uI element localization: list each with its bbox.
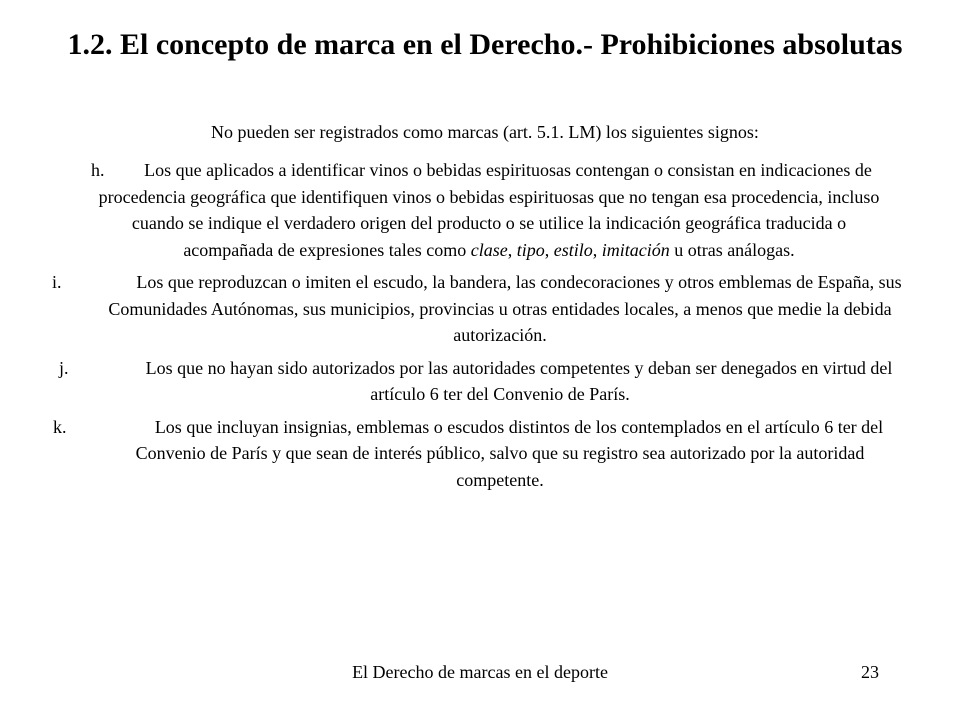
intro-text: No pueden ser registrados como marcas (art. 5.1. LM) los siguientes signos:	[211, 122, 759, 142]
list-item-k-text	[117, 417, 883, 490]
list-marker-j: j.	[59, 357, 69, 378]
list-marker-i: i.	[52, 272, 62, 292]
list-marker-k: k.	[53, 416, 67, 437]
item-h-segment-estilo: estilo	[553, 239, 593, 260]
slide-title: 1.2. El concepto de marca en el Derecho.- Prohibiciones absolutas	[67, 28, 903, 61]
list-item-h-text	[99, 160, 880, 260]
list-item-i-text	[98, 272, 901, 345]
page-number: 23	[861, 662, 879, 682]
item-i-body: Los que reproduzcan o imiten el escudo, la bandera, las condecoraciones y otros emblemas de España, sus Comunidades Autónomas, sus municipios, provincias u otras entidades locales, a menos que medie la debida autorización.	[108, 272, 902, 345]
prohibitions-list	[40, 157, 920, 499]
list-item-k	[40, 414, 920, 494]
list-item-j-text	[108, 358, 893, 405]
list-marker-h: h.	[91, 160, 105, 180]
list-item-i	[40, 269, 920, 349]
footer-title: El Derecho de marcas en el deporte	[352, 662, 608, 682]
item-h-segment-6: ,	[592, 239, 602, 260]
item-h-segment-4: ,	[544, 239, 554, 260]
item-h-segment-tipo: tipo	[516, 239, 545, 260]
item-h-segment-0: Los que aplicados a identificar vinos o bebidas espirituosas contengan o consistan en indicaciones de procedencia geográfica que identifiquen vinos o bebidas espirituosas que no tengan esa procedencia, incluso cuando se indique el verdadero origen del producto o se utilice la indicación geográfica traducida o acompañada de expresiones tales como	[98, 160, 880, 260]
list-item-j	[40, 355, 920, 408]
item-h-segment-8: u otras análogas.	[669, 239, 795, 260]
list-item-h	[40, 157, 920, 263]
item-h-segment-imitacion: imitación	[601, 239, 670, 260]
item-h-segment-2: ,	[507, 239, 517, 260]
item-j-body: Los que no hayan sido autorizados por las autoridades competentes y deban ser denegados en virtud del artículo 6 ter del Convenio de París.	[145, 357, 893, 404]
item-h-segment-clase: clase	[470, 239, 508, 260]
item-k-body: Los que incluyan insignias, emblemas o escudos distintos de los contemplados en el artículo 6 ter del Convenio de París y que sean de interés público, salvo que su registro sea autorizado por la autoridad competente.	[135, 416, 884, 490]
